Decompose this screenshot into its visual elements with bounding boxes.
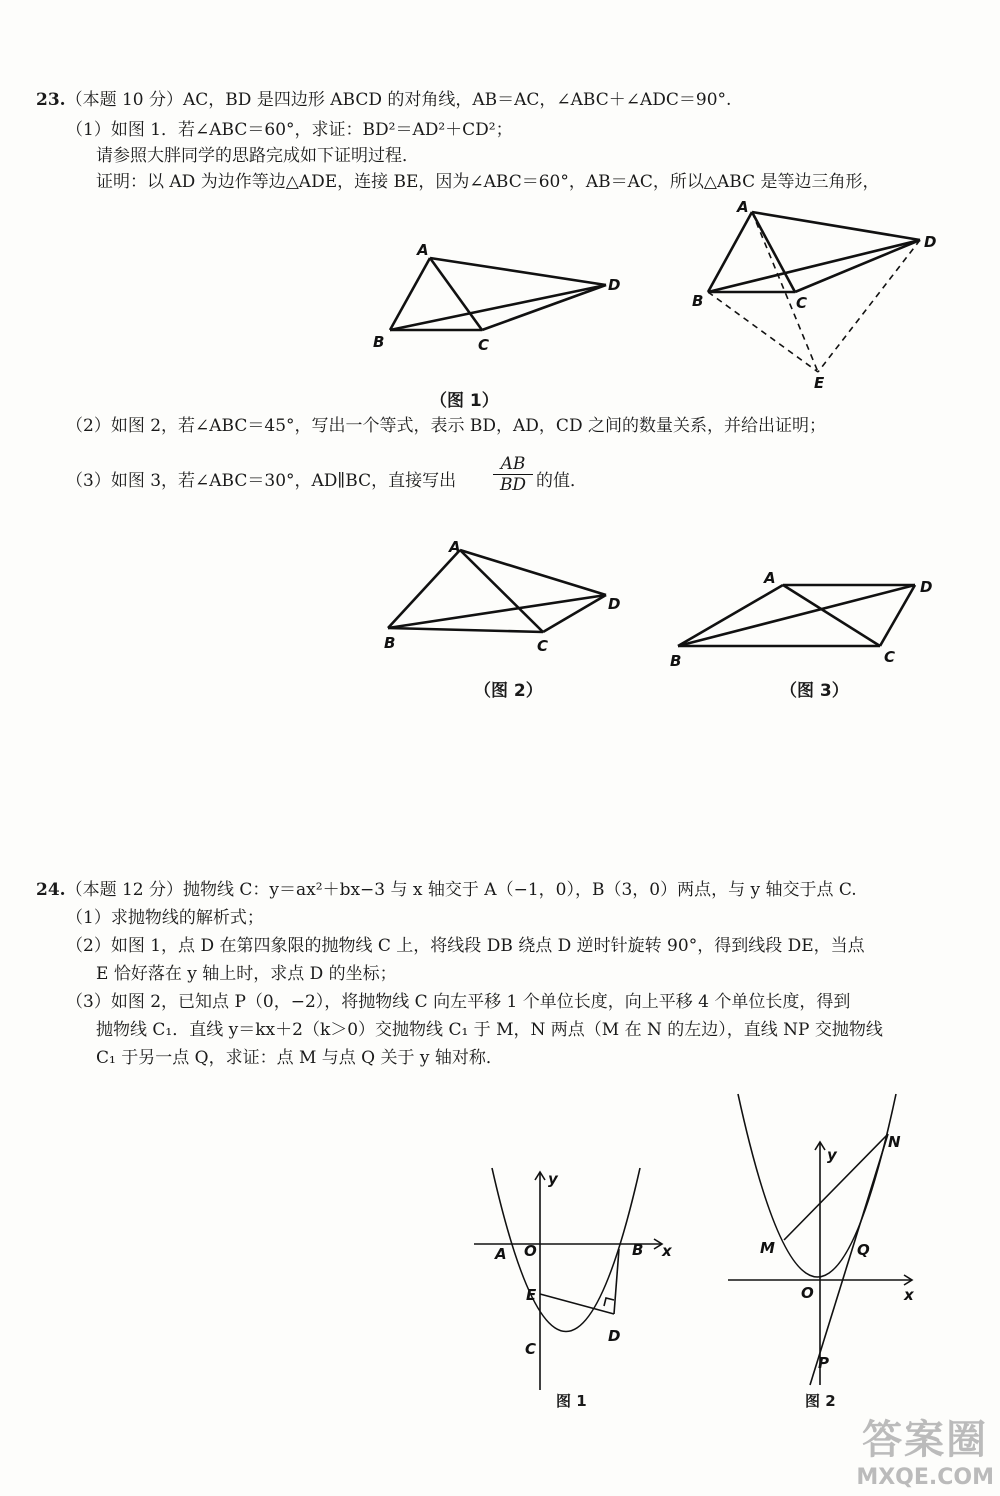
q24-heading [36,878,857,902]
fig1-label-c: C [478,336,490,354]
q24f1-label-y: y [548,1170,558,1188]
fig3-label-c: C [884,648,896,666]
q24-part3c: C₁ 于另一点 Q，求证：点 M 与点 Q 关于 y 轴对称． [96,1048,503,1068]
q23-fig2-caption: （图 2） [474,681,543,701]
q23-figure-2 [384,538,620,655]
fig2-label-b: B [384,634,396,652]
q24-part2a: （2）如图 1，点 D 在第四象限的抛物线 C 上，将线段 DB 绕点 D 逆时针旋转 90°，得到线段 DE，当点 [66,936,865,956]
fig1r-label-c: C [796,294,808,312]
q24f2-label-y: y [827,1146,837,1164]
q23-part1-proof: 证明：以 AD 为边作等边△ADE，连接 BE，因为∠ABC＝60°，AB＝AC，所以△ABC 是等边三角形， [96,172,880,192]
q24f1-label-o: O [524,1242,537,1260]
q23-fig3-caption: （图 3） [780,681,849,701]
fig1-left-triangle [373,241,620,354]
q24f2-label-n: N [888,1133,901,1151]
q24f2-label-p: P [818,1354,829,1372]
q23-figure-3 [670,569,932,670]
fig3-label-d: D [920,578,933,596]
q24-figure-2 [728,1094,915,1385]
q24f1-label-a: A [495,1245,507,1263]
q24f2-label-o: O [801,1284,814,1302]
fig1-right-construction [692,198,936,392]
fig3-label-a: A [764,569,776,587]
q23-fig1-caption: （图 1） [430,391,499,411]
q24f1-label-b: B [632,1241,644,1259]
fig1-label-a: A [417,241,429,259]
fig2-label-d: D [608,595,621,613]
q24f1-label-d: D [608,1327,621,1345]
q24-heading-text: （本题 12 分）抛物线 C：y＝ax²＋bx−3 与 x 轴交于 A（−1，0），B（3，0）两点，与 y 轴交于点 C. [65,880,857,900]
q24-part3a: （3）如图 2，已知点 P（0，−2），将抛物线 C 向左平移 1 个单位长度，向上平移 4 个单位长度，得到 [66,992,851,1012]
q23-part3-fraction [493,454,533,495]
q23-part2: （2）如图 2，若∠ABC＝45°，写出一个等式，表示 BD，AD，CD 之间的数量关系，并给出证明； [66,416,826,436]
watermark-logo [856,1408,994,1490]
q24f2-label-q: Q [857,1241,870,1259]
q24f1-label-x: x [662,1242,672,1260]
q23-part1-hint: 请参照大胖同学的思路完成如下证明过程． [96,146,419,166]
watermark-title: 答案圈 [862,1417,989,1463]
q24-part3b: 抛物线 C₁．直线 y＝kx＋2（k＞0）交抛物线 C₁ 于 M，N 两点（M 在 N 的左边），直线 NP 交抛物线 [96,1020,883,1040]
fig1r-label-a: A [737,198,749,216]
q24f1-label-c: C [525,1340,537,1358]
q24-number: 24. [36,880,66,900]
fig1r-label-e: E [814,374,825,392]
q24-part2b: E 恰好落在 y 轴上时，求点 D 的坐标； [96,964,397,984]
q23-heading-text: （本题 10 分）AC，BD 是四边形 ABCD 的对角线，AB＝AC，∠ABC＋∠ADC＝90°. [65,90,732,110]
fig3-label-b: B [670,652,682,670]
q24f2-label-x: x [904,1286,914,1304]
q23-part3 [66,469,456,493]
q23-part3-text: （3）如图 3，若∠ABC＝30°，AD∥BC，直接写出 [66,471,457,491]
watermark-url: MXQE.COM [856,1465,994,1490]
q24-part1: （1）求抛物线的解析式； [66,908,264,928]
q23-part1: （1）如图 1．若∠ABC＝60°，求证：BD²＝AD²＋CD²； [66,120,513,140]
q24f1-label-e: E [526,1286,537,1304]
q23-part3-tail: 的值． [536,471,587,491]
q24-fig2-caption: 图 2 [805,1392,836,1410]
fig1-label-d: D [608,276,621,294]
q23-number: 23. [36,90,66,110]
fig1-label-b: B [373,333,385,351]
fig2-label-a: A [449,538,461,556]
q24-figure-1 [474,1168,673,1390]
fig2-label-c: C [537,637,549,655]
fig1r-label-d: D [924,233,937,251]
q24-fig1-caption: 图 1 [556,1392,587,1410]
fraction-denominator: BD [499,475,527,495]
fig1r-label-b: B [692,292,704,310]
q24f2-label-m: M [760,1239,775,1257]
fraction-numerator: AB [493,454,533,475]
